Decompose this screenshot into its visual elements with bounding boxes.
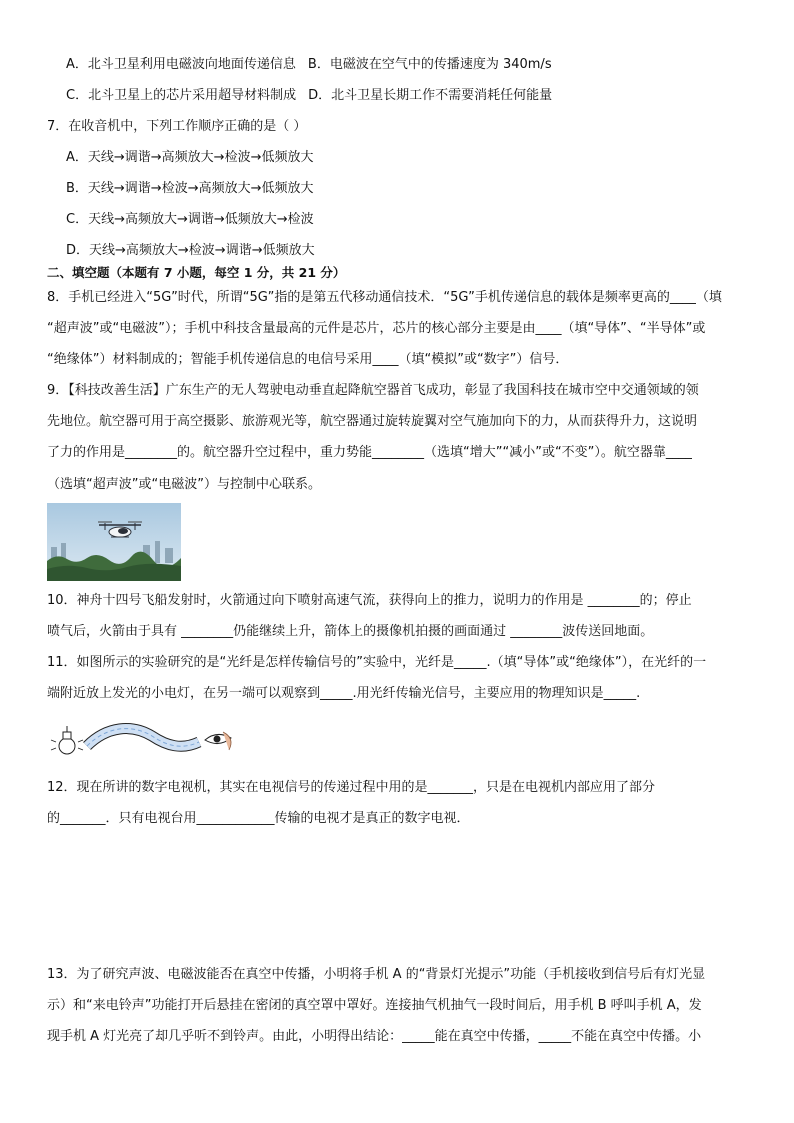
section-heading-fill-blank: 二、填空题（本题有 7 小题，每空 1 分，共 21 分）: [47, 265, 346, 280]
q9-line-3: 了力的作用是________的。航空器升空过程中，重力势能________（选填“增大”“减小”或“不变”）。航空器靠____: [47, 445, 692, 460]
eye-icon: [205, 732, 231, 750]
q10-line-2: 喷气后，火箭由于具有 ________仍能继续上升，箭体上的摄像机拍摄的画面通过 ________波传送回地面。: [47, 624, 654, 639]
q7-stem: 7．在收音机中，下列工作顺序正确的是（ ）: [47, 119, 307, 134]
q6-row-ab: [66, 56, 552, 74]
q6-row-cd: [66, 87, 552, 105]
q10-line-1: 10．神舟十四号飞船发射时，火箭通过向下喷射高速气流，获得向上的推力，说明力的作用是 ________的；停止: [47, 593, 692, 608]
q8-line-1: 8．手机已经进入“5G”时代，所谓“5G”指的是第五代移动通信技术．“5G”手机传递信息的载体是频率更高的____（填: [47, 290, 722, 305]
q9-line-4: （选填“超声波”或“电磁波”）与控制中心联系。: [47, 477, 321, 492]
q7-option-d: D．天线→高频放大→检波→调谐→低频放大: [66, 243, 315, 258]
optical-fiber-diagram: [47, 716, 237, 764]
q13-line-3: 现手机 A 灯光亮了却几乎听不到铃声。由此，小明得出结论：_____能在真空中传播，_____不能在真空中传播。小: [47, 1029, 702, 1044]
q6-option-d: D．北斗卫星长期工作不需要消耗任何能量: [308, 88, 553, 103]
q6-option-b: B．电磁波在空气中的传播速度为 340m/s: [307, 57, 552, 72]
q7-option-c: C．天线→高频放大→调谐→低频放大→检波: [66, 212, 314, 227]
q13-line-1: 13．为了研究声波、电磁波能否在真空中传播，小明将手机 A 的“背景灯光提示”功能（手机接收到信号后有灯光显: [47, 967, 706, 982]
q7-option-b: B．天线→调谐→检波→高频放大→低频放大: [66, 181, 314, 196]
q12-line-2: 的_______．只有电视台用____________传输的电视才是真正的数字电视．: [47, 811, 470, 826]
light-bulb-icon: [51, 726, 83, 754]
eVTOL-aircraft-photo: [47, 503, 181, 581]
q7-option-a: A．天线→调谐→高频放大→检波→低频放大: [66, 150, 314, 165]
q6-option-a: A．北斗卫星利用电磁波向地面传递信息: [66, 57, 296, 72]
q12-line-1: 12．现在所讲的数字电视机，其实在电视信号的传递过程中用的是_______，只是在电视机内部应用了部分: [47, 780, 656, 795]
q11-line-1: 11．如图所示的实验研究的是“光纤是怎样传输信号的”实验中，光纤是_____.（填“导体”或“绝缘体”），在光纤的一: [47, 655, 707, 670]
q13-line-2: 示）和“来电铃声”功能打开后悬挂在密闭的真空罩中罩好。连接抽气机抽气一段时间后，用手机 B 呼叫手机 A，发: [47, 998, 702, 1013]
q11-line-2: 端附近放上发光的小电灯，在另一端可以观察到_____.用光纤传输光信号，主要应用的物理知识是_____.: [47, 686, 641, 701]
q9-line-2: 先地位。航空器可用于高空摄影、旅游观光等，航空器通过旋转旋翼对空气施加向下的力，从而获得升力，这说明: [47, 414, 698, 429]
optical-fiber-icon: [87, 729, 199, 747]
q8-line-3: “绝缘体”）材料制成的；智能手机传递信息的电信号采用____（填“模拟”或“数字”）信号．: [47, 352, 569, 367]
q6-option-c: C．北斗卫星上的芯片采用超导材料制成: [66, 88, 297, 103]
q9-line-1: 9．【科技改善生活】广东生产的无人驾驶电动垂直起降航空器首飞成功，彰显了我国科技在城市空中交通领域的领: [47, 383, 699, 398]
q8-line-2: “超声波”或“电磁波”）；手机中科技含量最高的元件是芯片，芯片的核心部分主要是由____（填“导体”、“半导体”或: [47, 321, 706, 336]
